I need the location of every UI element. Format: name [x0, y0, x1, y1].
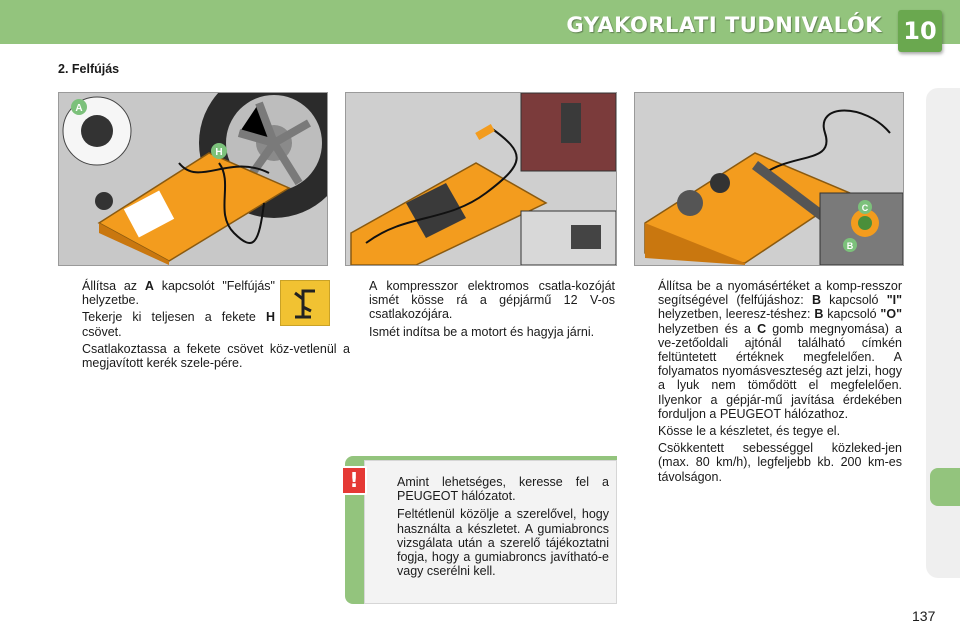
callout-a: A [75, 103, 83, 114]
warning-icon: ! [341, 466, 367, 495]
side-tab-active [930, 468, 960, 506]
chapter-number: 10 [903, 17, 937, 45]
section-title: 2. Felfújás [58, 62, 120, 76]
list-item: Csatlakoztassa a fekete csövet köz-vetlenül a megjavított kerék szele-pére. [82, 341, 350, 371]
note-item [373, 475, 609, 503]
note-paragraph-1: Amint lehetséges, keresse fel a PEUGEOT hálózatot. [397, 475, 609, 504]
list-item: Csökkentett sebességgel közleked-jen (max. 80 km/h), legfeljebb kb. 200 km-es távolságon. [658, 441, 902, 484]
note-item [373, 507, 609, 578]
illustration-power-connect [345, 92, 617, 266]
page-number: 137 [912, 608, 936, 624]
note-paragraph-2: Feltétlenül közölje a szerelővel, hogy használta a készletet. A gumiabroncs vizsgálata után a szerelő tájékoztatni fogja, hogy a gumiabroncs javítható-e vagy cserélni kell. [397, 507, 609, 579]
chapter-title: GYAKORLATI TUDNIVALÓK [566, 13, 882, 37]
list-item: Állítsa az A kapcsolót "Felfújás" helyzetbe. [82, 279, 275, 308]
illustration-connect-hose [58, 92, 328, 266]
list-item: Ismét indítsa be a motort és hagyja járni. [369, 324, 595, 339]
callout-h: H [215, 147, 223, 158]
column-2-instructions [345, 279, 615, 342]
column-1-instructions [58, 279, 350, 373]
list-item: Tekerje ki teljesen a fekete H csövet. [82, 310, 275, 339]
note-box [364, 460, 617, 604]
callout-b: B [846, 241, 854, 251]
list-item: Állítsa be a nyomásértéket a komp-resszor segítségével (felfújáshoz: B kapcsoló "I" helyzetben, leeresz-téshez: B kapcsoló "O" helyzetben és a C gomb megnyomása) a ve-zetőoldali ajtónál található címkén feltüntetett értéknek megfelelően. A folyamatos nyomásveszteség azt jelzi, hogy a lyuk nem tömődött el megfelelően. Ilyenkor a gépjár-mű javítása érdekében forduljon a PEUGEOT hálózathoz. [658, 279, 903, 421]
illustration-pressure-gauge [634, 92, 904, 266]
chapter-number-badge [898, 10, 942, 52]
jack-icon [280, 280, 330, 326]
column-3-instructions [634, 279, 902, 487]
note-text [373, 475, 609, 581]
callout-c: C [861, 203, 869, 213]
list-item: Kösse le a készletet, és tegye el. [658, 424, 841, 439]
list-item: A kompresszor elektromos csatla-kozóját ismét kösse rá a gépjármű 12 V-os csatlakozójára. [369, 279, 615, 322]
